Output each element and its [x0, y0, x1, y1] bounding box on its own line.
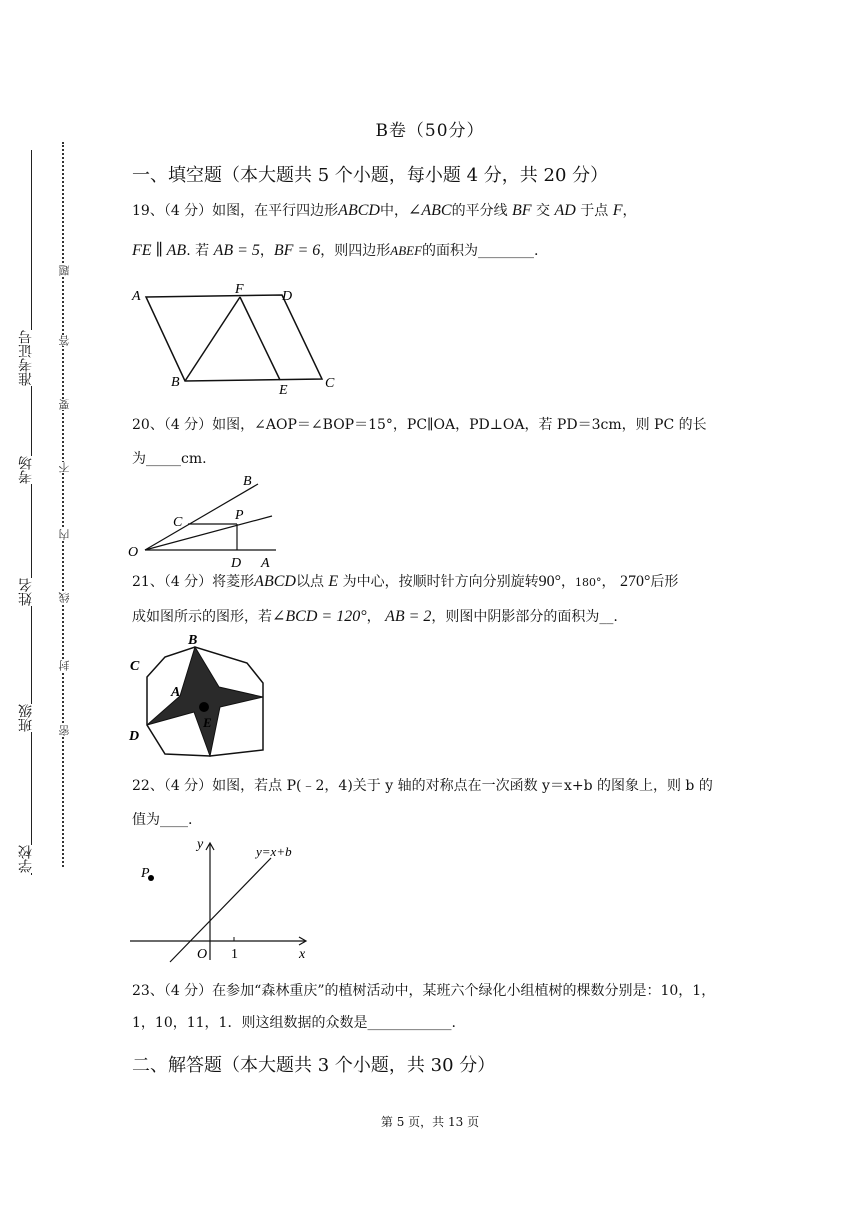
question-20-line1: 20、（4 分）如图，∠AOP＝∠BOP＝15°，PC∥OA，PD⊥OA，若 PD＝3cm，则 PC 的长	[132, 417, 707, 433]
line-y-equals-x-plus-b	[170, 858, 271, 962]
label-e: E	[279, 383, 288, 398]
ray-op	[145, 516, 272, 550]
binding-solid-line	[31, 150, 32, 875]
figure-parallelogram	[125, 280, 350, 398]
label-a: A	[132, 289, 141, 304]
section-heading: 二、解答题（本大题共 3 个小题，共 30 分）	[132, 1055, 496, 1076]
binding-margin	[0, 140, 80, 900]
parallelogram-abcd	[146, 295, 322, 381]
field-label-exam-number: 准考证号	[18, 330, 34, 386]
figure-angle-bisector	[125, 470, 285, 572]
field-label-class: 班级	[18, 704, 34, 732]
field-label-name: 姓名	[18, 578, 34, 606]
label-b: B	[243, 474, 252, 489]
label-x: x	[299, 947, 306, 962]
seal-char: 线	[58, 592, 71, 603]
segment-bf	[185, 297, 240, 381]
question-21-line2: 成如图所示的图形，若∠BCD = 120°， AB = 2，则图中阴影部分的面积为__.	[132, 608, 618, 625]
label-d: D	[231, 556, 242, 571]
seal-char: 题	[58, 265, 71, 276]
seal-char: 要	[58, 399, 71, 410]
label-b: B	[171, 375, 180, 390]
center-point-e	[199, 702, 209, 712]
figure-rotated-rhombus	[125, 632, 275, 757]
question-20-line2: 为_____cm.	[132, 451, 207, 467]
question-21-line1: 21、（4 分）将菱形ABCD以点 E 为中心，按顺时针方向分别旋转90°，180°， 270°后形	[132, 573, 679, 590]
label-one: 1	[231, 947, 238, 962]
label-a: A	[171, 685, 181, 700]
label-o: O	[197, 947, 208, 962]
label-d: D	[129, 729, 140, 744]
question-19-line1: 19、（4 分）如图，在平行四边形ABCD中，∠ABC的平分线 BF 交 AD 于点 F，	[132, 202, 637, 219]
field-label-school: 学校	[18, 845, 34, 873]
seal-char: 密	[58, 725, 71, 736]
section-heading: 一、填空题（本大题共 5 个小题，每小题 4 分，共 20 分）	[132, 165, 609, 186]
binding-dotted-line	[62, 142, 64, 867]
seal-char: 内	[58, 529, 71, 540]
label-c: C	[130, 659, 140, 674]
label-p: P	[141, 866, 150, 881]
label-o: O	[128, 545, 139, 560]
page-title: B卷（50分）	[375, 121, 485, 141]
equation-label: y=x+b	[256, 844, 292, 859]
label-a: A	[261, 556, 270, 571]
question-19-line2: FE ∥ AB. 若 AB = 5，BF = 6，则四边形ABEF的面积为________.	[132, 242, 539, 259]
segment-fe	[240, 297, 280, 380]
question-23-line2: 1，10，11，1．则这组数据的众数是____________.	[132, 1015, 456, 1031]
figure-linear-function	[125, 832, 320, 964]
page-footer: 第 5 页，共 13 页	[380, 1115, 480, 1129]
label-e: E	[203, 715, 212, 730]
seal-char: 封	[58, 660, 71, 671]
question-23-line1: 23、（4 分）在参加“森林重庆”的植树活动中，某班六个绿化小组植树的棵数分别是：10，1，	[132, 983, 716, 999]
label-b: B	[188, 633, 198, 648]
label-p: P	[235, 508, 244, 523]
field-label-exam-room: 考场	[18, 456, 34, 484]
label-d: D	[282, 289, 293, 304]
seal-char: 不	[58, 462, 71, 473]
seal-char: 答	[58, 335, 71, 346]
label-c: C	[325, 376, 335, 391]
label-c: C	[173, 515, 183, 530]
question-22-line2: 值为____.	[132, 812, 193, 828]
question-22-line1: 22、（4 分）如图，若点 P(﹣2，4)关于 y 轴的对称点在一次函数 y＝x+b 的图象上，则 b 的	[132, 778, 713, 794]
label-y: y	[197, 837, 204, 852]
label-f: F	[235, 282, 244, 297]
